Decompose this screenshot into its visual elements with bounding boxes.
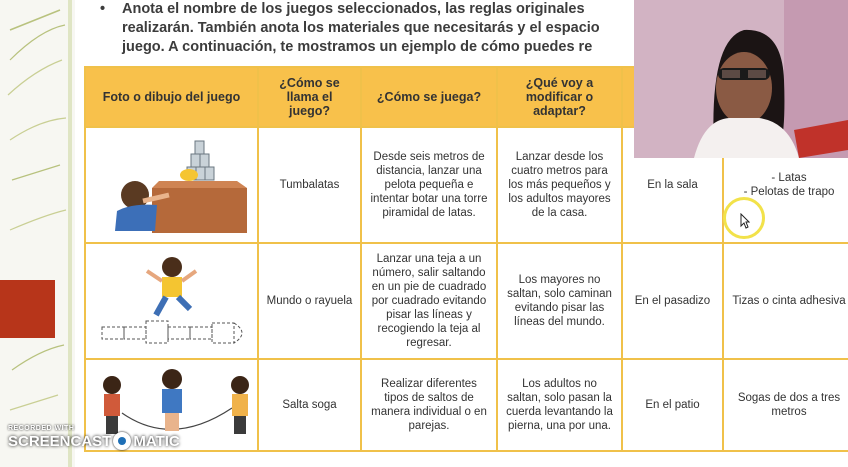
leaf-decoration-icon <box>0 0 75 467</box>
instructions-line-3: juego. A continuación, te mostramos un ejemplo de cómo puedes re <box>122 39 593 55</box>
rayuela-illustration <box>85 243 258 359</box>
row1-material-2: - Pelotas de trapo <box>743 186 835 198</box>
instructions-paragraph <box>100 0 720 57</box>
header-modify: ¿Qué voy a modificar o adaptar? <box>497 67 622 127</box>
row2-modify: Los mayores no saltan, solo caminan evitando pisar las líneas del mundo. <box>497 243 622 359</box>
tumbalatas-illustration <box>85 127 258 243</box>
row2-name: Mundo o rayuela <box>258 243 361 359</box>
row1-modify: Lanzar desde los cuatro metros para los más pequeños y los adultos mayores de la casa. <box>497 127 622 243</box>
bullet-marker: • <box>100 1 106 17</box>
instructions-line-2: realizarán. También anota los materiales que necesitarás y el espacio <box>122 20 600 36</box>
rayuela-drawing-icon <box>92 249 252 349</box>
table-row <box>85 243 848 359</box>
row2-where: En el pasadizo <box>622 243 723 359</box>
watermark-right-text: MATIC <box>133 432 180 450</box>
webcam-overlay <box>634 0 848 158</box>
watermark-top-text: RECORDED WITH <box>8 425 75 432</box>
header-how: ¿Cómo se juega? <box>361 67 497 127</box>
header-name: ¿Cómo se llama el juego? <box>258 67 361 127</box>
row3-how: Realizar diferentes tipos de saltos de manera individual o en parejas. <box>361 359 497 451</box>
row1-material-1: - Latas <box>771 172 807 184</box>
slide-accent-block <box>0 280 55 338</box>
row3-modify: Los adultos no saltan, solo pasan la cuerda levantando la pierna, una por una. <box>497 359 622 451</box>
row2-materials: Tizas o cinta adhesiva <box>723 243 848 359</box>
row2-how: Lanzar una teja a un número, salir saltando en un pie de cuadrado por cuadrado evitando pisar las líneas y recogiendo la teja al regresar. <box>361 243 497 359</box>
row1-name: Tumbalatas <box>258 127 361 243</box>
header-photo: Foto o dibujo del juego <box>85 67 258 127</box>
row1-how: Desde seis metros de distancia, lanzar una pelota pequeña e intentar botar una torre piramidal de latas. <box>361 127 497 243</box>
row3-where: En el patio <box>622 359 723 451</box>
tumbalatas-drawing-icon <box>97 133 247 233</box>
table-row <box>85 359 848 451</box>
screencast-watermark <box>8 425 180 450</box>
screencast-logo-icon <box>113 432 131 450</box>
row3-name: Salta soga <box>258 359 361 451</box>
row1-where: En la sala <box>622 127 723 243</box>
mouse-pointer-icon <box>740 213 750 229</box>
presenter-video-icon <box>634 0 848 158</box>
watermark-left-text: SCREENCAST <box>8 432 112 450</box>
row3-materials: Sogas de dos a tres metros <box>723 359 848 451</box>
instructions-line-1: Anota el nombre de los juegos seleccionados, las reglas originales <box>122 1 585 17</box>
